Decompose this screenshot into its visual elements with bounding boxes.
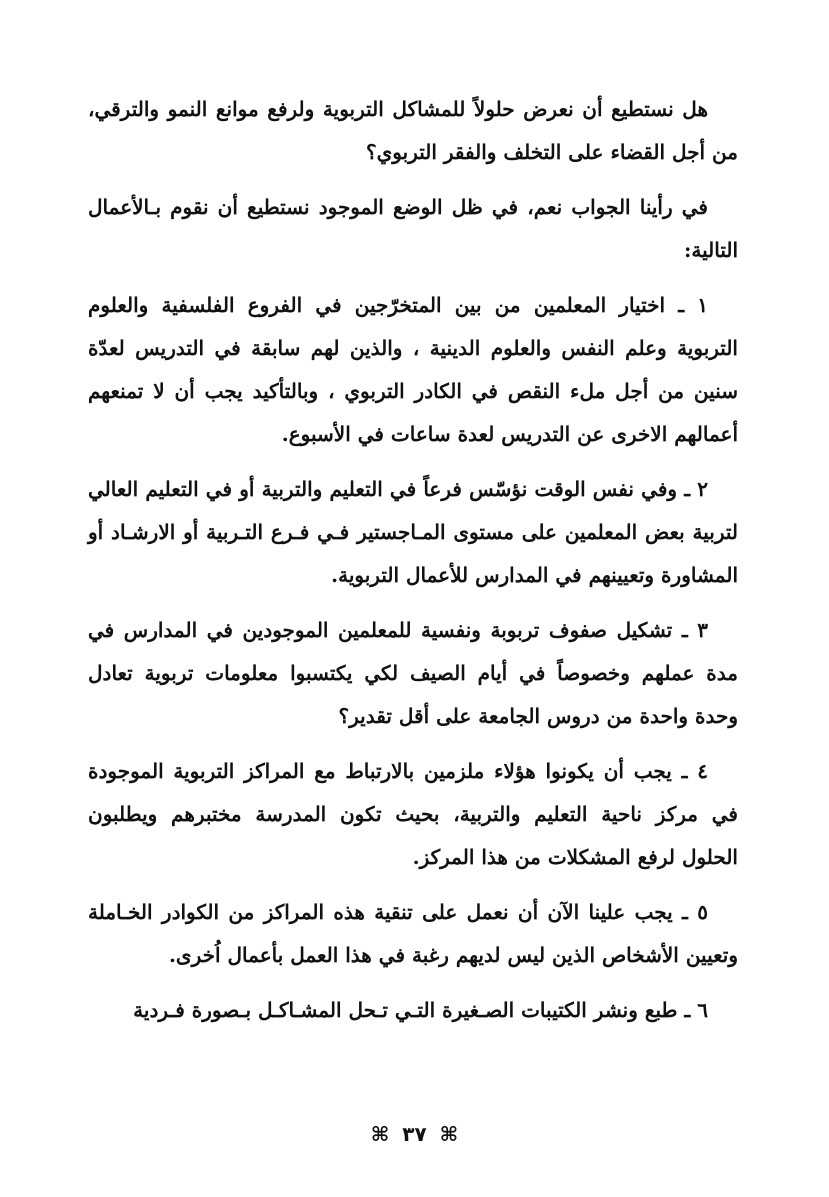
- paragraph-item-3: ٣ ـ تشكيل صفوف تربوبة ونفسية للمعلمين الموجودين في المدارس في مدة عملهم وخصوصاً في أيام الصيف لكي يكتسبوا معلومات تربوية تعادل وحدة واحدة من دروس الجامعة على أقل تقدير؟: [88, 618, 738, 728]
- paragraph-item-2: ٢ ـ وفي نفس الوقت نؤسّس فرعاً في التعليم والتربية أو في التعليم العالي لتربية بعض المعلمين على مستوى المـاجستير فـي فـرع التـربية أو الارشـاد أو المشاورة وتعيينهم في المدارس للأعمال التربوية.: [88, 477, 738, 587]
- page-number: ٣٧: [402, 1122, 427, 1146]
- page-body: [88, 88, 738, 1118]
- page-footer: [0, 1122, 829, 1146]
- paragraph-answer: في رأينا الجواب نعم، في ظل الوضع الموجود نستطيع أن نقوم بـالأعمال التالية:: [88, 195, 738, 262]
- paragraph-item-4: ٤ ـ يجب أن يكونوا هؤلاء ملزمين بالارتباط مع المراكز التربوية الموجودة في مركز ناحية التعليم والتربية، بحيث تكون المدرسة مختبرهم ويطلبون الحلول لرفع المشكلات من هذا المركز.: [88, 759, 738, 869]
- paragraph-item-6: ٦ ـ طبع ونشر الكتيبات الصـغيرة التـي تـحل المشـاكـل بـصورة فـردية: [133, 998, 708, 1022]
- paragraph-intro-question: هل نستطيع أن نعرض حلولاً للمشاكل التربوية ولرفع موانع النمو والترقي، من أجل القضاء على التخلف والفقر التربوي؟: [88, 97, 738, 164]
- paragraph-item-1: ١ ـ اختيار المعلمين من بين المتخرّجين في الفروع الفلسفية والعلوم التربوية وعلم النفس والعلوم الدينية ، والذين لهم سابقة في التدريس لعدّة سنين من أجل ملء النقص في الكادر التربوي ، وبالتأكيد يجب أن لا تمنعهم أعمالهم الاخرى عن التدريس لعدة ساعات في الأسبوع.: [88, 293, 738, 446]
- paragraph-item-5: ٥ ـ يجب علينا الآن أن نعمل على تنقية هذه المراكز من الكوادر الخـاملة وتعيين الأشخاص الذين ليس لديهم رغبة في هذا العمل بأعمال اُخرى.: [88, 900, 738, 967]
- ornament-right-icon: ⌘: [439, 1122, 459, 1146]
- ornament-left-icon: ⌘: [370, 1122, 390, 1146]
